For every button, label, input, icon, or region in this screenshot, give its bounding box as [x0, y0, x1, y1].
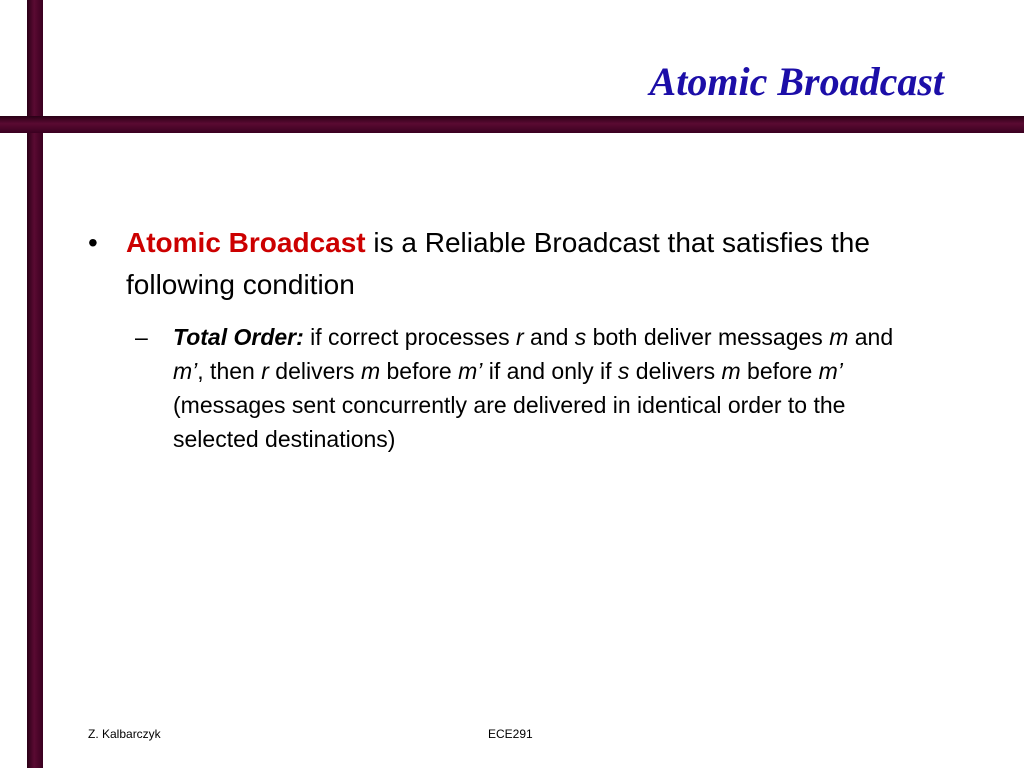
- text-part: , then: [197, 358, 262, 384]
- slide-content: [88, 222, 968, 456]
- footer-course: ECE291: [488, 727, 533, 741]
- text-part: (messages sent concurrently are delivered in identical order to the selected destinations): [173, 392, 846, 452]
- text-part: delivers: [268, 358, 361, 384]
- var-s: s: [617, 358, 630, 384]
- text-part: if correct processes: [303, 324, 516, 350]
- text-part: delivers: [629, 358, 722, 384]
- text-part: and: [523, 324, 575, 350]
- text-part: before: [380, 358, 459, 384]
- var-r: r: [261, 358, 269, 384]
- text-part: both deliver messages: [586, 324, 830, 350]
- var-m-prime: m’: [173, 358, 198, 384]
- text-part: if and only if: [482, 358, 618, 384]
- footer-author: Z. Kalbarczyk: [88, 727, 161, 741]
- term-total-order: Total Order:: [173, 324, 304, 350]
- var-m: m: [829, 324, 849, 350]
- var-m-prime: m’: [458, 358, 483, 384]
- var-m: m: [721, 358, 741, 384]
- text-part: before: [740, 358, 819, 384]
- bullet-text: is a Reliable Broadcast that satisfies the following condition: [126, 227, 870, 300]
- var-r: r: [515, 324, 524, 350]
- var-m: m: [360, 358, 381, 384]
- var-s: s: [574, 324, 587, 350]
- sub-bullet-total-order: [135, 320, 913, 456]
- horizontal-decorative-bar: [0, 116, 1024, 133]
- bullet-marker: •: [88, 227, 98, 258]
- bullet-atomic-broadcast: [88, 222, 968, 306]
- text-part: and: [848, 324, 894, 350]
- dash-marker: –: [135, 324, 148, 350]
- var-m-prime: m’: [818, 358, 843, 384]
- slide-title: Atomic Broadcast: [649, 59, 944, 104]
- term-atomic-broadcast: Atomic Broadcast: [126, 227, 366, 258]
